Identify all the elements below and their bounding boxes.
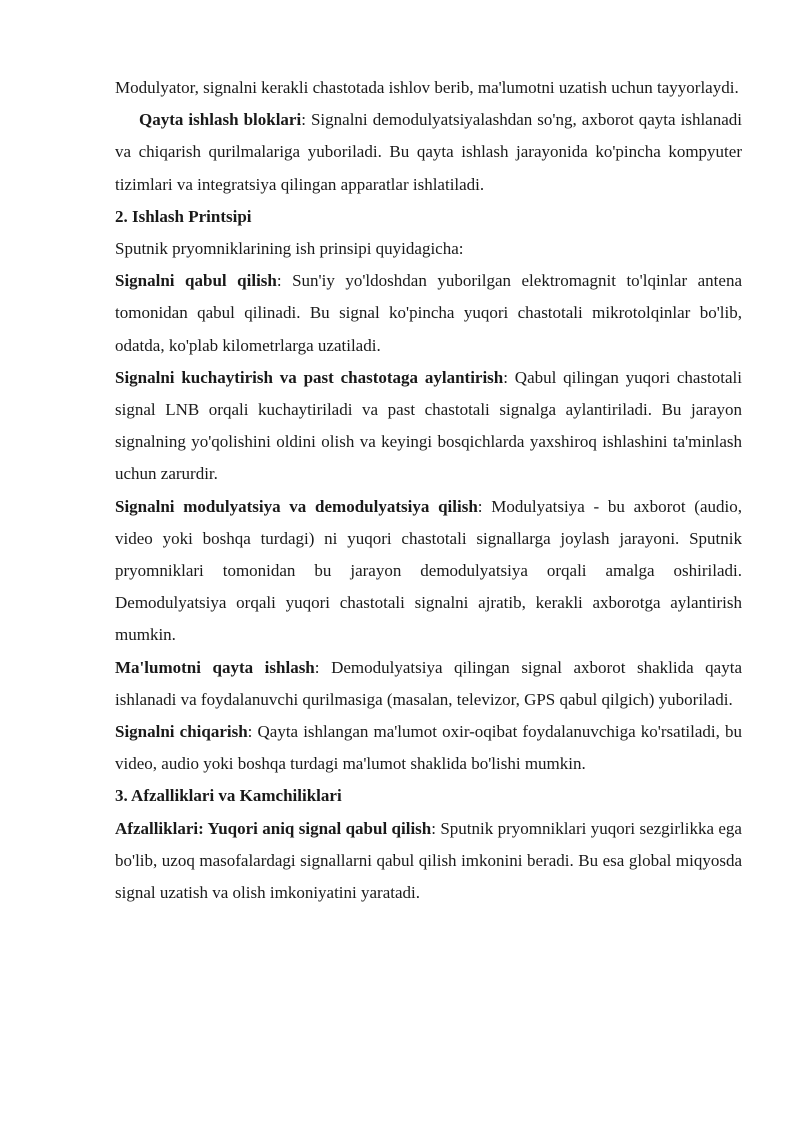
text-data-processing: : Demodulyatsiya qilingan signal axborot shaklida qayta ishlanadi va foydalanuvchi qurilmasiga (masalan, televizor, GPS qabul qilgich) yuboriladi. (115, 657, 742, 709)
paragraph-signal-amplification (115, 362, 742, 491)
paragraph-signal-reception (115, 265, 742, 362)
paragraph-modulator: Modulyator, signalni kerakli chastotada ishlov berib, ma'lumotni uzatish uchun tayyorlaydi. (115, 78, 739, 97)
paragraph-modulation (115, 491, 742, 652)
text-modulation: : Modulyatsiya - bu axborot (audio, video yoki boshqa turdagi) ni yuqori chastotali signallarga joylash jarayoni. Sputnik pryomniklari tomonidan bu jarayon demodulyatsiya orqali amalga oshiriladi. Demodulyatsiya orqali yuqori chastotali signalni ajratib, kerakli axborotga aylantirish mumkin. (115, 496, 742, 645)
paragraph-processing-blocks (115, 104, 742, 201)
heading-working-principle: 2. Ishlash Printsipi (115, 206, 252, 226)
text-advantages: : Sputnik pryomniklari yuqori sezgirlikka ega bo'lib, uzoq masofalardagi signallarni qabul qilish imkonini beradi. Bu esa global miqyosda signal uzatish va olish imkoniyatini yaratadi. (115, 818, 742, 903)
term-signal-amplification: Signalni kuchaytirish va past chastotaga aylantirish (115, 367, 504, 387)
document-page (115, 72, 742, 909)
term-modulation: Signalni modulyatsiya va demodulyatsiya qilish (115, 496, 478, 516)
paragraph-advantages (115, 813, 742, 910)
term-advantages: Afzalliklari: Yuqori aniq signal qabul qilish (115, 818, 432, 838)
term-signal-reception: Signalni qabul qilish (115, 271, 277, 291)
text-signal-output: : Qayta ishlangan ma'lumot oxir-oqibat foydalanuvchiga ko'rsatiladi, bu video, audio yoki boshqa turdagi ma'lumot shaklida bo'lishi mumkin. (115, 722, 742, 774)
paragraph-signal-output (115, 716, 742, 780)
term-data-processing: Ma'lumotni qayta ishlash (115, 657, 315, 677)
text-signal-reception: : Sun'iy yo'ldoshdan yuborilgan elektromagnit to'lqinlar antena tomonidan qabul qilinadi. Bu signal ko'pincha yuqori chastotali mikrotolqinlar bo'lib, odatda, ko'plab kilometrlarga uzatiladi. (115, 271, 742, 355)
text-processing-blocks: : Signalni demodulyatsiyalashdan so'ng, axborot qayta ishlanadi va chiqarish qurilmalariga yuboriladi. Bu qayta ishlash jarayonida ko'pincha kompyuter tizimlari va integratsiya qilingan apparatlar ishlatiladi. (115, 110, 742, 194)
paragraph-data-processing (115, 652, 742, 716)
term-signal-output: Signalni chiqarish (115, 722, 248, 742)
text-signal-amplification: : Qabul qilingan yuqori chastotali signal LNB orqali kuchaytiriladi va past chastotali signalga aylantiriladi. Bu jarayon signalning yo'qolishini oldini olish va keyingi bosqichlarda yaxshiroq ishlashini ta'minlash uchun zarurdir. (115, 367, 742, 484)
paragraph-intro: Sputnik pryomniklarining ish prinsipi quyidagicha: (115, 239, 464, 259)
term-processing-blocks: Qayta ishlash bloklari (139, 110, 302, 130)
heading-pros-cons: 3. Afzalliklari va Kamchiliklari (115, 786, 342, 806)
